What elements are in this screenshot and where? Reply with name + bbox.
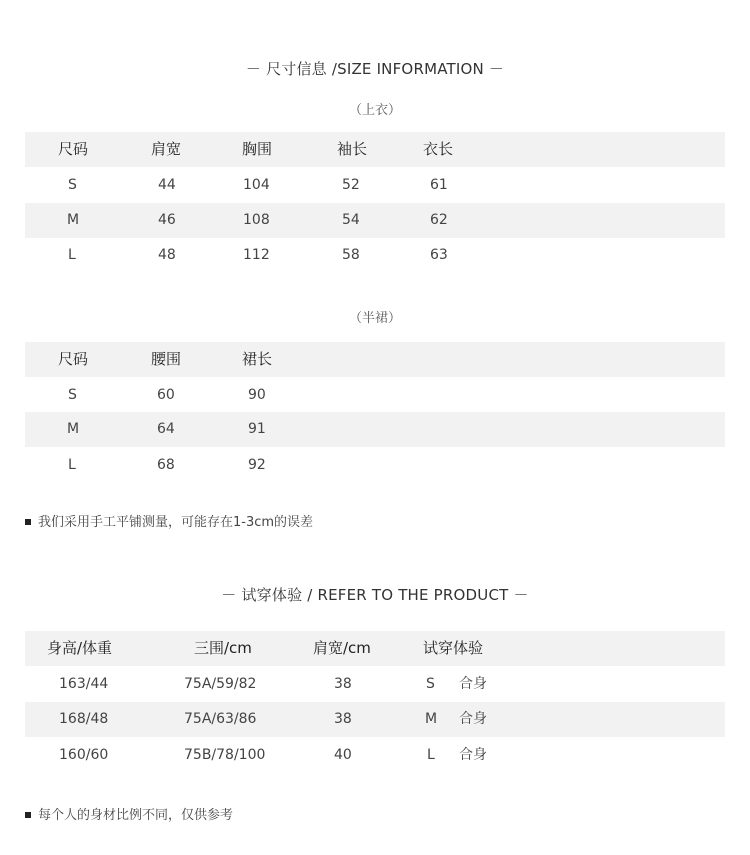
- header-skirt-length: 裙长: [242, 350, 273, 368]
- reference-note-text: 每个人的身材比例不同，仅供参考: [38, 808, 234, 823]
- cell-size: M: [67, 421, 80, 437]
- header-waist: 腰围: [151, 350, 182, 368]
- bullet-square-icon: [25, 812, 31, 818]
- size-info-heading: － 尺寸信息 /SIZE INFORMATION －: [245, 60, 505, 78]
- cell-chest: 112: [243, 247, 270, 263]
- cell-shoulder: 46: [158, 212, 176, 228]
- cell-measurements: 75A/63/86: [184, 711, 257, 727]
- table-row: [25, 448, 725, 483]
- cell-sleeve: 58: [342, 247, 360, 263]
- cell-measurements: 75B/78/100: [184, 747, 266, 763]
- table-row: [25, 168, 725, 203]
- cell-chest: 104: [243, 177, 270, 193]
- cell-size: L: [68, 247, 76, 263]
- cell-skirt-length: 91: [248, 421, 266, 437]
- table-row: [25, 378, 725, 413]
- cell-waist: 60: [157, 387, 175, 403]
- cell-size: S: [68, 387, 77, 403]
- table-row: [25, 738, 725, 773]
- cell-shoulder: 40: [334, 747, 352, 763]
- cell-size: M: [67, 212, 80, 228]
- cell-fit-size: M: [425, 711, 438, 727]
- header-shoulder: 肩宽/cm: [313, 639, 371, 657]
- header-shoulder: 肩宽: [151, 140, 182, 158]
- table-header-row: [25, 342, 725, 377]
- table-row: [25, 667, 725, 702]
- cell-fit-result: 合身: [459, 676, 487, 692]
- cell-height-weight: 168/48: [59, 711, 109, 727]
- cell-sleeve: 52: [342, 177, 360, 193]
- top-table-label: （上衣）: [348, 103, 401, 118]
- cell-size: L: [68, 457, 76, 473]
- cell-shoulder: 38: [334, 676, 352, 692]
- cell-shoulder: 48: [158, 247, 176, 263]
- header-height-weight: 身高/体重: [47, 639, 113, 657]
- cell-shoulder: 38: [334, 711, 352, 727]
- table-row: [25, 412, 725, 447]
- cell-fit-size: L: [427, 747, 435, 763]
- header-size: 尺码: [58, 350, 89, 368]
- cell-skirt-length: 90: [248, 387, 266, 403]
- cell-size: S: [68, 177, 77, 193]
- fit-heading: － 试穿体验 / REFER TO THE PRODUCT －: [221, 586, 529, 604]
- cell-fit-result: 合身: [459, 747, 487, 763]
- cell-waist: 64: [157, 421, 175, 437]
- cell-height-weight: 160/60: [59, 747, 109, 763]
- cell-length: 63: [430, 247, 448, 263]
- reference-note: [25, 807, 233, 825]
- cell-measurements: 75A/59/82: [184, 676, 257, 692]
- cell-fit-size: S: [426, 676, 435, 692]
- table-row: [25, 238, 725, 273]
- header-measurements: 三围/cm: [194, 639, 252, 657]
- cell-sleeve: 54: [342, 212, 360, 228]
- header-chest: 胸围: [242, 140, 273, 158]
- header-size: 尺码: [58, 140, 89, 158]
- header-sleeve: 袖长: [337, 140, 368, 158]
- cell-shoulder: 44: [158, 177, 176, 193]
- table-row: [25, 203, 725, 238]
- table-row: [25, 702, 725, 737]
- header-fit: 试穿体验: [423, 639, 484, 657]
- cell-fit-result: 合身: [459, 711, 487, 727]
- cell-waist: 68: [157, 457, 175, 473]
- table-header-row: [25, 631, 725, 666]
- measurement-note-text: 我们采用手工平铺测量，可能存在1-3cm的误差: [38, 515, 314, 530]
- table-header-row: [25, 132, 725, 167]
- measurement-note: [25, 514, 313, 532]
- cell-length: 61: [430, 177, 448, 193]
- skirt-table-label: （半裙）: [348, 311, 401, 326]
- cell-length: 62: [430, 212, 448, 228]
- cell-height-weight: 163/44: [59, 676, 109, 692]
- header-length: 衣长: [423, 140, 454, 158]
- bullet-square-icon: [25, 519, 31, 525]
- cell-chest: 108: [243, 212, 270, 228]
- cell-skirt-length: 92: [248, 457, 266, 473]
